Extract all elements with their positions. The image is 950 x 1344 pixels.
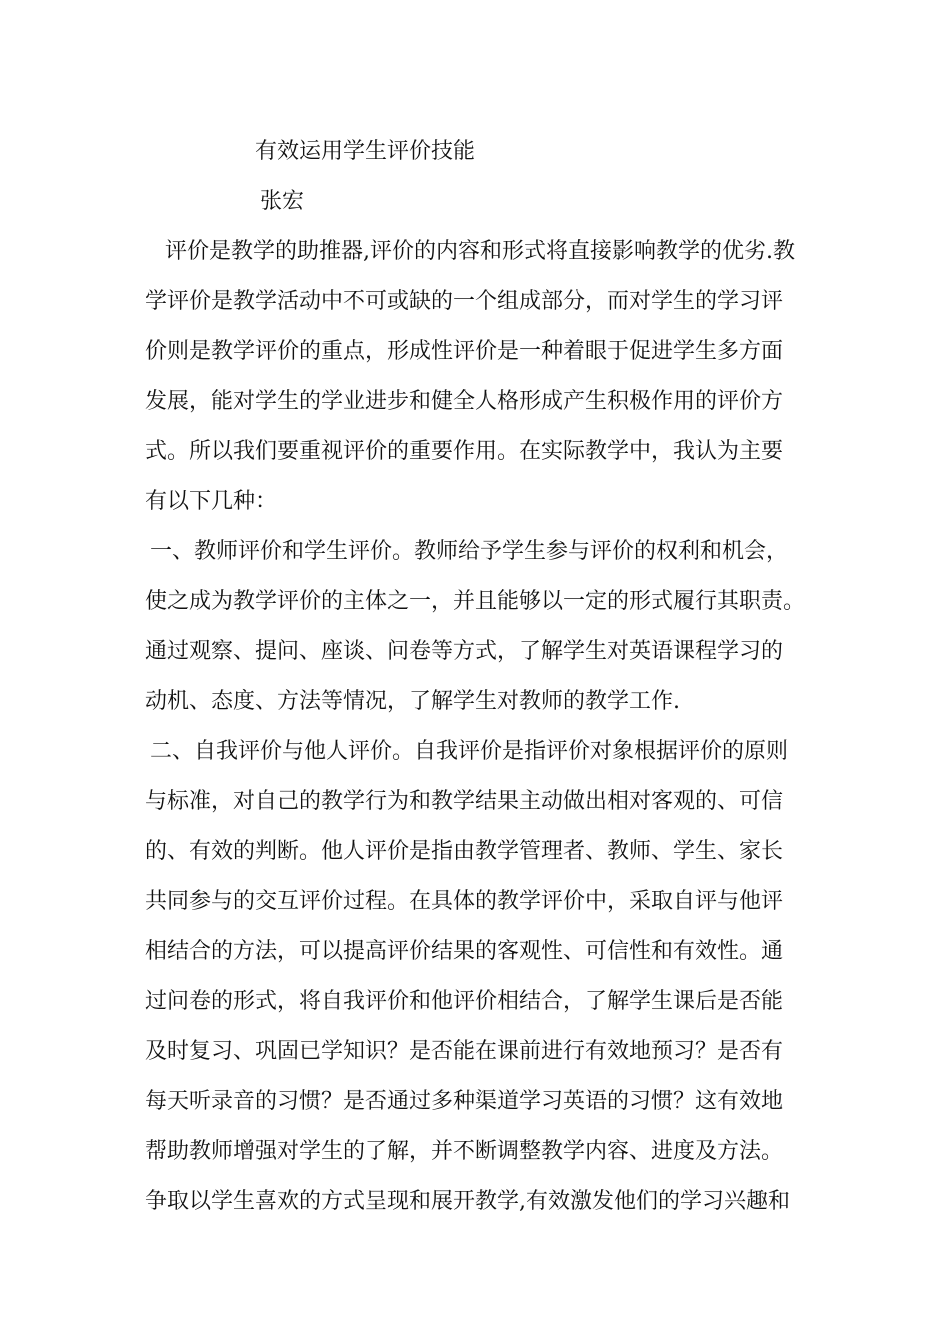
document-author: 张宏	[260, 189, 305, 214]
paragraph-line: 价则是教学评价的重点，形成性评价是一种着眼于促进学生多方面	[145, 339, 784, 364]
paragraph-line: 与标准，对自己的教学行为和教学结果主动做出相对客观的、可信	[145, 789, 784, 814]
paragraph-line: 争取以学生喜欢的方式呈现和展开教学,有效激发他们的学习兴趣和	[145, 1189, 790, 1214]
paragraph-line: 使之成为教学评价的主体之一，并且能够以一定的形式履行其职责。	[145, 589, 806, 614]
paragraph-line: 发展，能对学生的学业进步和健全人格形成产生积极作用的评价方	[145, 389, 784, 414]
paragraph-line: 过问卷的形式，将自我评价和他评价相结合，了解学生课后是否能	[145, 989, 784, 1014]
paragraph-line: 动机、态度、方法等情况，了解学生对教师的教学工作.	[145, 689, 680, 714]
paragraph-line: 及时复习、巩固已学知识？是否能在课前进行有效地预习？是否有	[145, 1039, 784, 1064]
paragraph-line: 每天听录音的习惯？是否通过多种渠道学习英语的习惯？这有效地	[145, 1089, 784, 1114]
paragraph-line: 一、教师评价和学生评价。教师给予学生参与评价的权利和机会，	[150, 539, 789, 564]
paragraph-line: 通过观察、提问、座谈、问卷等方式，了解学生对英语课程学习的	[145, 639, 784, 664]
paragraph-line: 二、自我评价与他人评价。自我评价是指评价对象根据评价的原则	[150, 739, 789, 764]
paragraph-line: 评价是教学的助推器,评价的内容和形式将直接影响教学的优劣.教	[165, 239, 795, 264]
paragraph-line: 有以下几种：	[145, 489, 278, 514]
paragraph-line: 学评价是教学活动中不可或缺的一个组成部分，而对学生的学习评	[145, 289, 784, 314]
paragraph-line: 相结合的方法，可以提高评价结果的客观性、可信性和有效性。通	[145, 939, 784, 964]
paragraph-line: 的、有效的判断。他人评价是指由教学管理者、教师、学生、家长	[145, 839, 784, 864]
paragraph-line: 帮助教师增强对学生的了解，并不断调整教学内容、进度及方法。	[145, 1139, 784, 1164]
document-title: 有效运用学生评价技能	[255, 139, 476, 164]
paragraph-line: 共同参与的交互评价过程。在具体的教学评价中，采取自评与他评	[145, 889, 784, 914]
paragraph-line: 式。所以我们要重视评价的重要作用。在实际教学中，我认为主要	[145, 439, 784, 464]
